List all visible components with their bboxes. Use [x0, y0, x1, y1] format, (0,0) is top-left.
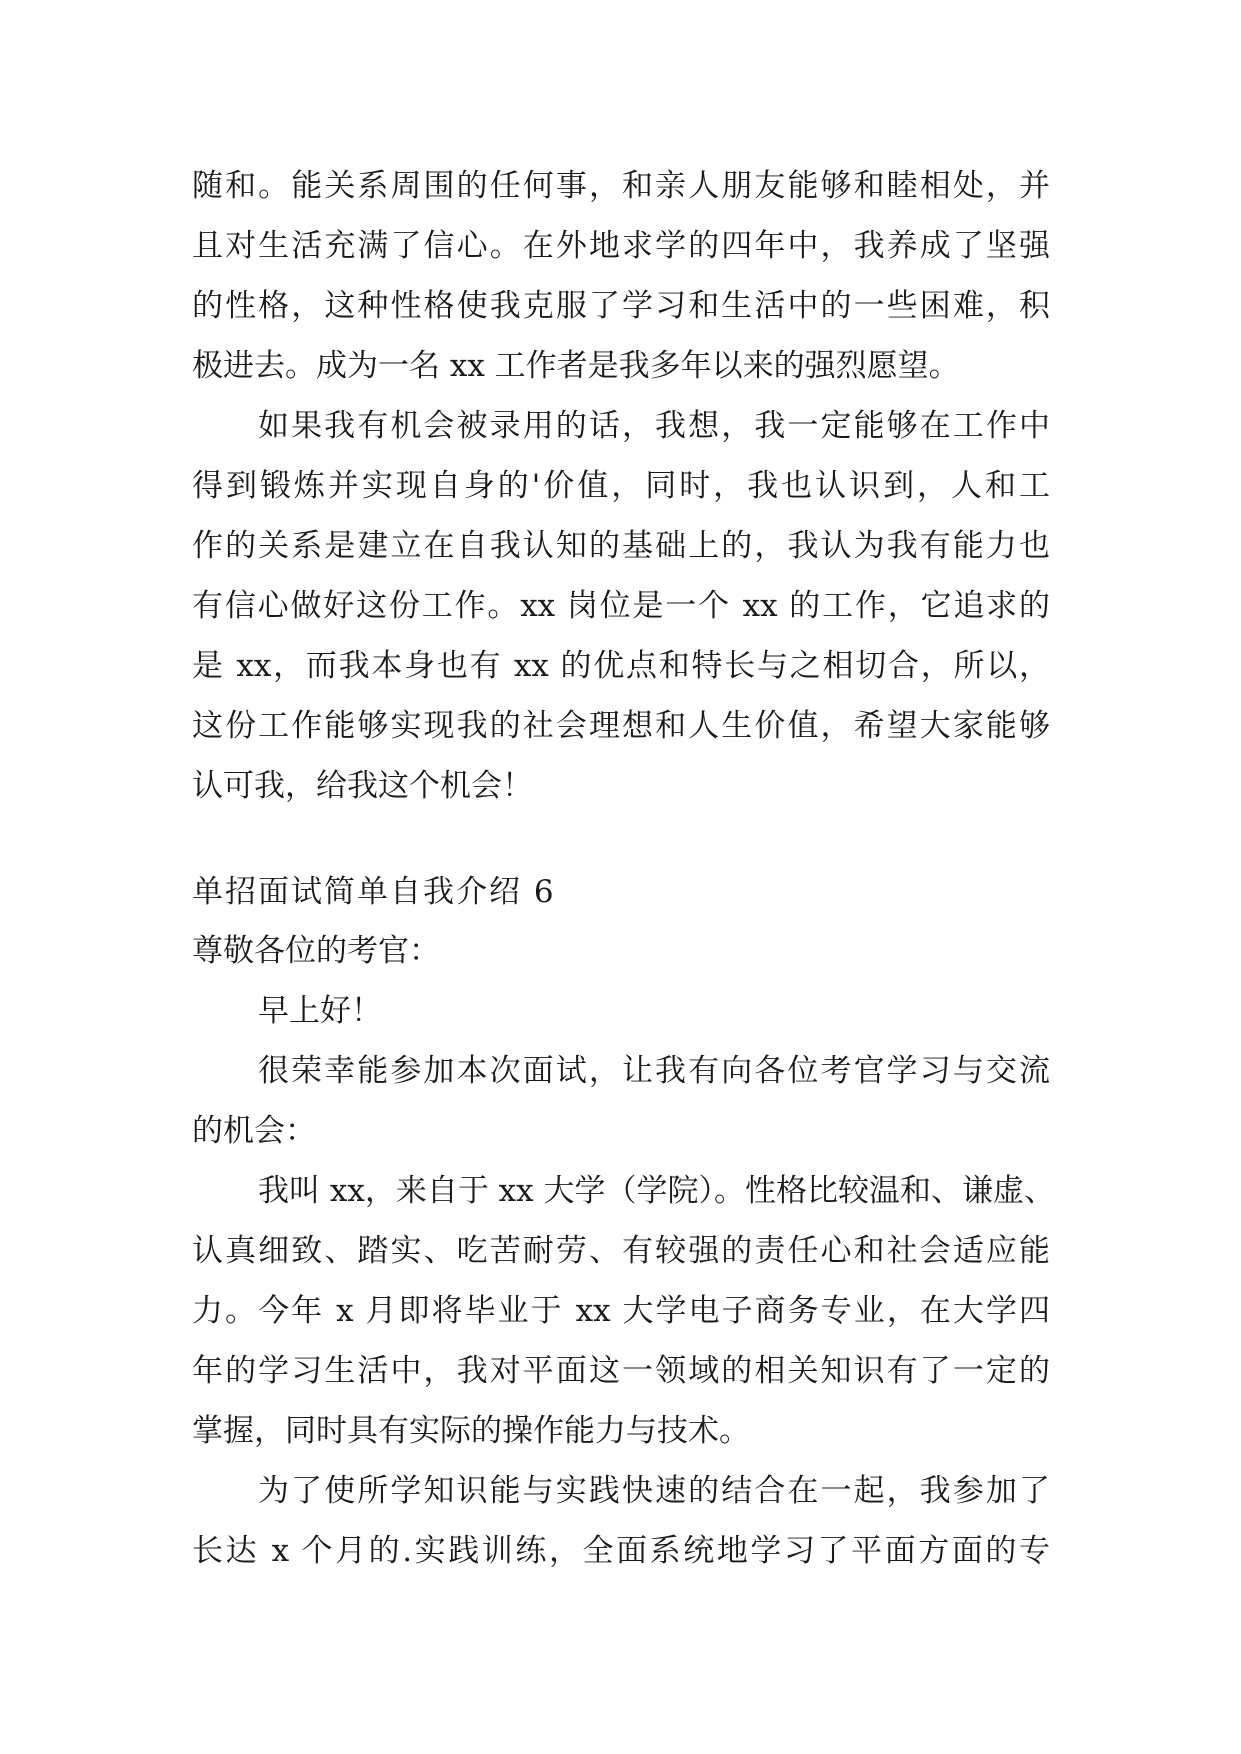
- paragraph-line: 力。今年 x 月即将毕业于 xx 大学电子商务专业，在大学四: [192, 1293, 1050, 1329]
- paragraph-line: 随和。能关系周围的任何事，和亲人朋友能够和睦相处，并: [192, 168, 1050, 204]
- paragraph-line: 得到锻炼并实现自身的'价值，同时，我也认识到，人和工: [192, 468, 1050, 504]
- section-title: 单招面试简单自我介绍 6: [192, 874, 556, 910]
- paragraph-line: 有信心做好这份工作。xx 岗位是一个 xx 的工作，它追求的: [192, 588, 1050, 624]
- paragraph-line: 我叫 xx，来自于 xx 大学（学院）。性格比较温和、谦虚、: [258, 1173, 1055, 1209]
- paragraph-line: 的性格，这种性格使我克服了学习和生活中的一些困难，积: [192, 288, 1050, 324]
- paragraph-line: 作的关系是建立在自我认知的基础上的，我认为我有能力也: [192, 528, 1050, 564]
- paragraph-line: 的机会：: [192, 1113, 316, 1149]
- paragraph-line: 掌握，同时具有实际的操作能力与技术。: [192, 1413, 750, 1449]
- paragraph-line: 认真细致、踏实、吃苦耐劳、有较强的责任心和社会适应能: [192, 1233, 1050, 1269]
- paragraph-line: 极进去。成为一名 xx 工作者是我多年以来的强烈愿望。: [192, 348, 960, 384]
- paragraph-line: 很荣幸能参加本次面试，让我有向各位考官学习与交流: [258, 1053, 1050, 1089]
- paragraph-line: 长达 x 个月的.实践训练，全面系统地学习了平面方面的专: [192, 1533, 1050, 1569]
- paragraph-line: 这份工作能够实现我的社会理想和人生价值，希望大家能够: [192, 708, 1050, 744]
- salutation: 尊敬各位的考官：: [192, 933, 440, 969]
- paragraph-line: 认可我，给我这个机会！: [192, 768, 533, 804]
- paragraph-line: 为了使所学知识能与实践快速的结合在一起，我参加了: [258, 1473, 1050, 1509]
- greeting: 早上好！: [258, 993, 382, 1029]
- paragraph-line: 是 xx，而我本身也有 xx 的优点和特长与之相切合，所以，: [192, 648, 1050, 684]
- paragraph-line: 如果我有机会被录用的话，我想，我一定能够在工作中: [258, 408, 1050, 444]
- paragraph-line: 且对生活充满了信心。在外地求学的四年中，我养成了坚强: [192, 228, 1050, 264]
- paragraph-line: 年的学习生活中，我对平面这一领域的相关知识有了一定的: [192, 1353, 1050, 1389]
